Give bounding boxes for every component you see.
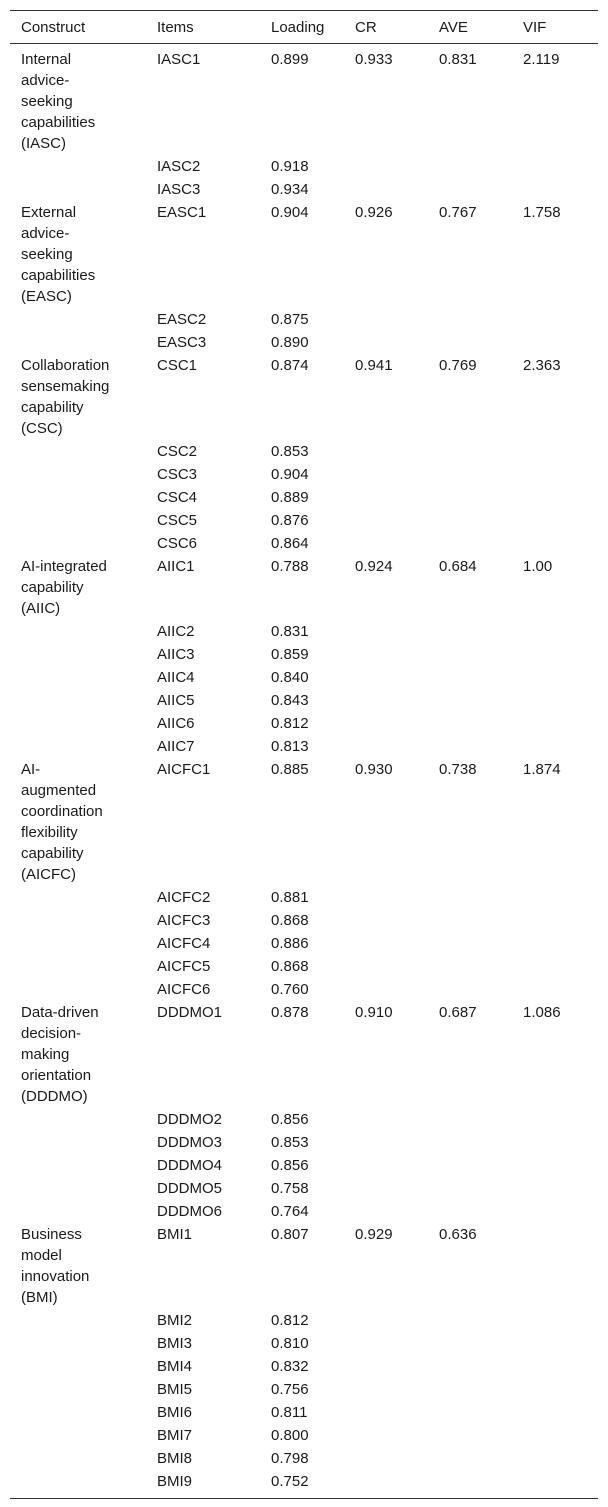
vif-cell	[512, 712, 598, 735]
loading-cell: 0.853	[271, 443, 309, 460]
table-row	[10, 1332, 598, 1355]
item-cell: CSC3	[157, 466, 198, 483]
cr-cell	[344, 886, 428, 909]
vif-cell	[512, 735, 598, 758]
vif-cell	[512, 1131, 598, 1154]
ave-cell	[428, 620, 512, 643]
table-row	[10, 1401, 598, 1424]
item-cell: EASC1	[157, 204, 207, 221]
table-row	[10, 955, 598, 978]
loading-cell: 0.868	[271, 958, 309, 975]
loading-cell: 0.890	[271, 334, 309, 351]
construct-cell	[10, 440, 146, 463]
item-cell: DDDMO3	[157, 1134, 223, 1151]
ave-cell: 0.738	[439, 761, 477, 778]
item-cell: DDDMO5	[157, 1180, 223, 1197]
ave-cell	[428, 712, 512, 735]
item-cell: EASC2	[157, 311, 207, 328]
construct-cell: AI- augmented coordination flexibility capability (AICFC)	[21, 761, 103, 883]
vif-cell	[512, 955, 598, 978]
construct-cell	[10, 1332, 146, 1355]
loading-cell: 0.904	[271, 204, 309, 221]
vif-cell	[512, 886, 598, 909]
ave-cell	[428, 955, 512, 978]
ave-cell	[428, 463, 512, 486]
vif-cell	[512, 1309, 598, 1332]
construct-cell	[10, 532, 146, 555]
table-row	[10, 1447, 598, 1470]
table-row	[10, 620, 598, 643]
table-row	[10, 643, 598, 666]
table-row	[10, 201, 598, 308]
item-cell: BMI4	[157, 1358, 193, 1375]
construct-cell	[10, 155, 146, 178]
ave-cell	[428, 1424, 512, 1447]
ave-cell	[428, 331, 512, 354]
loading-cell: 0.807	[271, 1226, 309, 1243]
vif-cell	[512, 155, 598, 178]
cr-cell	[344, 620, 428, 643]
ave-cell	[428, 440, 512, 463]
cr-cell	[344, 643, 428, 666]
loading-cell: 0.876	[271, 512, 309, 529]
table-body	[10, 44, 598, 1499]
construct-cell	[10, 1401, 146, 1424]
cr-cell	[344, 666, 428, 689]
construct-cell	[10, 1108, 146, 1131]
loading-cell: 0.843	[271, 692, 309, 709]
ave-cell: 0.767	[439, 204, 477, 221]
table-row	[10, 1223, 598, 1309]
cr-cell: 0.941	[355, 357, 393, 374]
vif-cell: 1.758	[523, 204, 561, 221]
table-row	[10, 532, 598, 555]
ave-cell	[428, 1378, 512, 1401]
cr-cell	[344, 1108, 428, 1131]
cr-cell: 0.930	[355, 761, 393, 778]
ave-cell: 0.684	[439, 558, 477, 575]
table-row	[10, 509, 598, 532]
ave-cell	[428, 1355, 512, 1378]
loading-cell: 0.831	[271, 623, 309, 640]
cr-cell	[344, 1332, 428, 1355]
ave-cell	[428, 509, 512, 532]
construct-cell	[10, 689, 146, 712]
construct-cell	[10, 1154, 146, 1177]
table-row	[10, 712, 598, 735]
table-row	[10, 331, 598, 354]
ave-cell	[428, 1309, 512, 1332]
loading-cell: 0.758	[271, 1180, 309, 1197]
loading-cell: 0.840	[271, 669, 309, 686]
item-cell: AICFC1	[157, 761, 211, 778]
vif-cell: 2.363	[523, 357, 561, 374]
cr-cell	[344, 1154, 428, 1177]
table-row	[10, 1309, 598, 1332]
item-cell: BMI8	[157, 1450, 193, 1467]
construct-cell	[10, 978, 146, 1001]
construct-cell: Internal advice- seeking capabilities (IASC)	[21, 51, 96, 152]
vif-cell	[512, 932, 598, 955]
loading-cell: 0.813	[271, 738, 309, 755]
cr-cell	[344, 1200, 428, 1223]
header-loading: Loading	[271, 19, 325, 36]
vif-cell	[512, 1447, 598, 1470]
item-cell: AICFC5	[157, 958, 211, 975]
table-row	[10, 978, 598, 1001]
header-cr: CR	[355, 19, 377, 36]
construct-cell	[10, 909, 146, 932]
item-cell: AIIC4	[157, 669, 195, 686]
ave-cell	[428, 643, 512, 666]
cr-cell	[344, 932, 428, 955]
ave-cell	[428, 1108, 512, 1131]
ave-cell	[428, 178, 512, 201]
table-row	[10, 932, 598, 955]
construct-cell	[10, 486, 146, 509]
table-row	[10, 1378, 598, 1401]
vif-cell	[512, 1200, 598, 1223]
vif-cell	[512, 509, 598, 532]
vif-cell	[512, 1470, 598, 1499]
item-cell: AIIC5	[157, 692, 195, 709]
header-construct: Construct	[21, 19, 86, 36]
vif-cell: 1.086	[523, 1004, 561, 1021]
vif-cell: 1.00	[523, 558, 553, 575]
table-row	[10, 44, 598, 156]
construct-cell	[10, 735, 146, 758]
item-cell: AIIC1	[157, 558, 195, 575]
table-row	[10, 666, 598, 689]
loading-cell: 0.886	[271, 935, 309, 952]
item-cell: AICFC2	[157, 889, 211, 906]
table-row	[10, 1108, 598, 1131]
item-cell: DDDMO1	[157, 1004, 223, 1021]
table-row	[10, 463, 598, 486]
ave-cell: 0.687	[439, 1004, 477, 1021]
item-cell: IASC3	[157, 181, 201, 198]
item-cell: AICFC6	[157, 981, 211, 998]
cr-cell	[344, 440, 428, 463]
vif-cell	[512, 909, 598, 932]
loading-cell: 0.812	[271, 1312, 309, 1329]
cr-cell	[344, 532, 428, 555]
vif-cell	[512, 689, 598, 712]
ave-cell	[428, 666, 512, 689]
table-row	[10, 1424, 598, 1447]
ave-cell	[428, 1131, 512, 1154]
table-row	[10, 155, 598, 178]
ave-cell	[428, 1200, 512, 1223]
ave-cell	[428, 486, 512, 509]
ave-cell	[428, 1332, 512, 1355]
ave-cell: 0.636	[439, 1226, 477, 1243]
item-cell: AIIC6	[157, 715, 195, 732]
loading-cell: 0.856	[271, 1157, 309, 1174]
item-cell: AICFC3	[157, 912, 211, 929]
item-cell: DDDMO4	[157, 1157, 223, 1174]
ave-cell: 0.769	[439, 357, 477, 374]
cr-cell	[344, 689, 428, 712]
vif-cell	[512, 178, 598, 201]
construct-cell	[10, 932, 146, 955]
vif-cell	[512, 620, 598, 643]
loading-cell: 0.853	[271, 1134, 309, 1151]
construct-cell	[10, 886, 146, 909]
loading-cell: 0.856	[271, 1111, 309, 1128]
cr-cell: 0.926	[355, 204, 393, 221]
cr-cell	[344, 735, 428, 758]
measurement-table-container	[10, 10, 598, 1499]
loading-cell: 0.868	[271, 912, 309, 929]
ave-cell	[428, 1401, 512, 1424]
vif-cell	[512, 1378, 598, 1401]
cr-cell	[344, 1470, 428, 1499]
table-row	[10, 689, 598, 712]
item-cell: BMI6	[157, 1404, 193, 1421]
item-cell: CSC6	[157, 535, 198, 552]
construct-cell	[10, 1131, 146, 1154]
loading-cell: 0.899	[271, 51, 309, 68]
header-vif: VIF	[523, 19, 547, 36]
loading-cell: 0.800	[271, 1427, 309, 1444]
vif-cell	[512, 1401, 598, 1424]
vif-cell	[512, 463, 598, 486]
construct-cell	[10, 178, 146, 201]
table-row	[10, 555, 598, 620]
ave-cell	[428, 155, 512, 178]
cr-cell	[344, 331, 428, 354]
construct-cell	[10, 308, 146, 331]
ave-cell	[428, 1447, 512, 1470]
table-row	[10, 886, 598, 909]
table-row	[10, 1177, 598, 1200]
ave-cell: 0.831	[439, 51, 477, 68]
loading-cell: 0.756	[271, 1381, 309, 1398]
loading-cell: 0.788	[271, 558, 309, 575]
loading-cell: 0.811	[271, 1404, 308, 1421]
loading-cell: 0.875	[271, 311, 309, 328]
table-row	[10, 909, 598, 932]
cr-cell	[344, 509, 428, 532]
ave-cell	[428, 689, 512, 712]
cr-cell	[344, 308, 428, 331]
cr-cell: 0.933	[355, 51, 393, 68]
ave-cell	[428, 735, 512, 758]
cr-cell	[344, 1401, 428, 1424]
ave-cell	[428, 909, 512, 932]
construct-cell	[10, 1424, 146, 1447]
loading-cell: 0.812	[271, 715, 309, 732]
table-header	[10, 11, 598, 44]
loading-cell: 0.874	[271, 357, 309, 374]
table-row	[10, 308, 598, 331]
vif-cell	[512, 1355, 598, 1378]
ave-cell	[428, 1177, 512, 1200]
table-row	[10, 735, 598, 758]
cr-cell	[344, 155, 428, 178]
item-cell: DDDMO2	[157, 1111, 223, 1128]
construct-cell	[10, 643, 146, 666]
loading-cell: 0.904	[271, 466, 309, 483]
item-cell: AIIC2	[157, 623, 195, 640]
ave-cell	[428, 1154, 512, 1177]
ave-cell	[428, 1470, 512, 1499]
construct-cell	[10, 331, 146, 354]
vif-cell	[512, 978, 598, 1001]
construct-cell: Business model innovation (BMI)	[21, 1226, 90, 1306]
construct-cell	[10, 1309, 146, 1332]
item-cell: CSC2	[157, 443, 198, 460]
construct-cell	[10, 955, 146, 978]
loading-cell: 0.864	[271, 535, 309, 552]
cr-cell	[344, 1309, 428, 1332]
cr-cell	[344, 955, 428, 978]
item-cell: EASC3	[157, 334, 207, 351]
cr-cell	[344, 1355, 428, 1378]
cr-cell: 0.924	[355, 558, 393, 575]
construct-cell	[10, 1447, 146, 1470]
loading-cell: 0.760	[271, 981, 309, 998]
loading-cell: 0.810	[271, 1335, 309, 1352]
cr-cell	[344, 909, 428, 932]
construct-cell	[10, 1200, 146, 1223]
construct-cell	[10, 712, 146, 735]
vif-cell	[512, 532, 598, 555]
cr-cell	[344, 463, 428, 486]
ave-cell	[428, 532, 512, 555]
table-row	[10, 1001, 598, 1108]
item-cell: BMI3	[157, 1335, 193, 1352]
header-items: Items	[157, 19, 194, 36]
ave-cell	[428, 932, 512, 955]
vif-cell	[512, 1332, 598, 1355]
table-row	[10, 758, 598, 886]
loading-cell: 0.918	[271, 158, 309, 175]
item-cell: BMI7	[157, 1427, 193, 1444]
vif-cell	[512, 331, 598, 354]
header-ave: AVE	[439, 19, 468, 36]
cr-cell	[344, 1424, 428, 1447]
table-row	[10, 440, 598, 463]
loading-cell: 0.798	[271, 1450, 309, 1467]
table-row	[10, 1131, 598, 1154]
vif-cell	[512, 308, 598, 331]
ave-cell	[428, 978, 512, 1001]
loading-cell: 0.934	[271, 181, 309, 198]
cr-cell	[344, 178, 428, 201]
construct-cell: AI-integrated capability (AIIC)	[21, 558, 107, 617]
vif-cell	[512, 666, 598, 689]
table-row	[10, 354, 598, 440]
item-cell: BMI9	[157, 1473, 193, 1490]
vif-cell	[512, 1154, 598, 1177]
cr-cell	[344, 486, 428, 509]
construct-cell	[10, 1355, 146, 1378]
cr-cell	[344, 978, 428, 1001]
item-cell: BMI1	[157, 1226, 193, 1243]
item-cell: BMI5	[157, 1381, 193, 1398]
loading-cell: 0.832	[271, 1358, 309, 1375]
vif-cell	[512, 1177, 598, 1200]
table-row	[10, 1355, 598, 1378]
cr-cell: 0.910	[355, 1004, 393, 1021]
construct-cell	[10, 1177, 146, 1200]
construct-cell	[10, 463, 146, 486]
construct-cell	[10, 620, 146, 643]
vif-cell	[512, 440, 598, 463]
item-cell: IASC2	[157, 158, 201, 175]
cr-cell	[344, 712, 428, 735]
item-cell: AIIC7	[157, 738, 195, 755]
table-row	[10, 178, 598, 201]
item-cell: AICFC4	[157, 935, 211, 952]
cr-cell	[344, 1447, 428, 1470]
table-row	[10, 486, 598, 509]
table-row	[10, 1470, 598, 1499]
cr-cell: 0.929	[355, 1226, 393, 1243]
measurement-model-table	[10, 10, 598, 1499]
construct-cell	[10, 1470, 146, 1499]
item-cell: CSC1	[157, 357, 198, 374]
vif-cell	[512, 643, 598, 666]
loading-cell: 0.885	[271, 761, 309, 778]
vif-cell: 2.119	[523, 51, 560, 68]
item-cell: CSC4	[157, 489, 198, 506]
item-cell: BMI2	[157, 1312, 193, 1329]
ave-cell	[428, 886, 512, 909]
header-row	[10, 11, 598, 44]
loading-cell: 0.752	[271, 1473, 309, 1490]
construct-cell	[10, 666, 146, 689]
ave-cell	[428, 308, 512, 331]
cr-cell	[344, 1177, 428, 1200]
table-row	[10, 1200, 598, 1223]
cr-cell	[344, 1378, 428, 1401]
vif-cell	[512, 1108, 598, 1131]
item-cell: IASC1	[157, 51, 201, 68]
construct-cell	[10, 509, 146, 532]
loading-cell: 0.859	[271, 646, 309, 663]
construct-cell: Data-driven decision- making orientation (DDDMO)	[21, 1004, 99, 1105]
item-cell: DDDMO6	[157, 1203, 223, 1220]
construct-cell: External advice- seeking capabilities (EASC)	[21, 204, 96, 305]
vif-cell	[512, 1223, 598, 1309]
loading-cell: 0.881	[271, 889, 309, 906]
loading-cell: 0.889	[271, 489, 309, 506]
table-row	[10, 1154, 598, 1177]
construct-cell: Collaboration sensemaking capability (CSC)	[21, 357, 110, 437]
vif-cell: 1.874	[523, 761, 561, 778]
loading-cell: 0.878	[271, 1004, 309, 1021]
item-cell: CSC5	[157, 512, 198, 529]
vif-cell	[512, 1424, 598, 1447]
cr-cell	[344, 1131, 428, 1154]
vif-cell	[512, 486, 598, 509]
construct-cell	[10, 1378, 146, 1401]
item-cell: AIIC3	[157, 646, 195, 663]
loading-cell: 0.764	[271, 1203, 309, 1220]
